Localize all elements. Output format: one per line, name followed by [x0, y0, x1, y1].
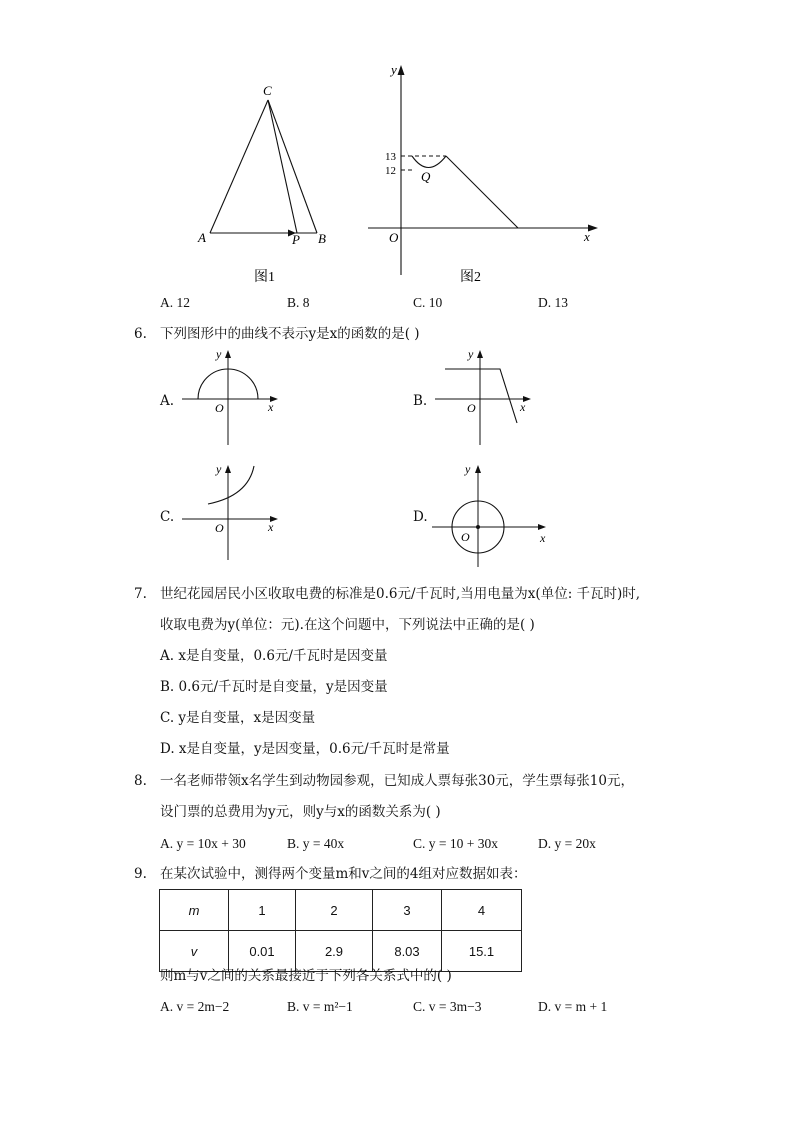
table-header-v: v — [160, 931, 229, 972]
svg-text:x: x — [520, 400, 526, 414]
q9-number: 9. — [134, 866, 147, 882]
tick-13: 13 — [385, 151, 396, 163]
q7-option-b[interactable]: B. 0.6元/千瓦时是自变量，y是因变量 — [160, 679, 388, 695]
label-p: P — [292, 232, 300, 247]
table-cell: 2 — [296, 890, 373, 931]
q5-option-c[interactable]: C. 10 — [413, 295, 443, 310]
q8-number: 8. — [134, 773, 147, 789]
figure-1-caption: 图1 — [254, 270, 275, 285]
svg-text:O: O — [467, 401, 476, 415]
arrow-up-icon — [225, 465, 231, 473]
q6-stem: 下列图形中的曲线不表示y是x的函数的是( ) — [160, 326, 420, 342]
decreasing-line — [446, 156, 518, 228]
q6-number: 6. — [134, 326, 147, 342]
table-cell: 2.9 — [296, 931, 373, 972]
y-axis-arrow-icon — [398, 65, 405, 75]
q7-option-d[interactable]: D. x是自变量，y是因变量，0.6元/千瓦时是常量 — [160, 741, 450, 757]
q6-option-d-label[interactable]: D. — [413, 509, 428, 525]
arrow-right-icon — [538, 524, 546, 530]
svg-text:x: x — [268, 520, 274, 534]
svg-text:y: y — [468, 347, 474, 361]
q9-option-d[interactable]: D. v = m + 1 — [538, 999, 608, 1014]
table-row-v — [160, 931, 522, 972]
q9-stem: 在某次试验中，测得两个变量m和v之间的4组对应数据如表： — [160, 866, 527, 882]
q7-stem-line-1: 世纪花园居民小区收取电费的标准是0.6元/千瓦时,当用电量为x(单位: 千瓦时)时, — [160, 586, 641, 602]
table-row-m — [160, 890, 522, 931]
table-cell: 1 — [229, 890, 296, 931]
q5-option-b[interactable]: B. 8 — [287, 295, 310, 310]
svg-text:O: O — [215, 401, 224, 415]
svg-text:y: y — [465, 462, 471, 476]
q6-graph-d[interactable] — [430, 455, 555, 570]
table-cell: 8.03 — [373, 931, 442, 972]
arrow-up-icon — [475, 465, 481, 473]
q8-stem-line-2: 设门票的总费用为y元，则y与x的函数关系为( ) — [160, 804, 441, 820]
curve-q — [412, 156, 446, 168]
tick-12: 12 — [385, 165, 396, 177]
segment-ca — [210, 100, 268, 233]
q6-option-b-label[interactable]: B. — [413, 393, 428, 409]
table-cell: 4 — [442, 890, 522, 931]
label-b: B — [318, 231, 326, 246]
q8-stem-line-1: 一名老师带领x名学生到动物园参观，已知成人票每张30元，学生票每张10元， — [160, 773, 634, 789]
figure-2-caption: 图2 — [460, 270, 481, 285]
svg-text:O: O — [215, 521, 224, 535]
q6-option-a-label[interactable]: A. — [160, 393, 175, 409]
axis-label-y: y — [391, 62, 397, 77]
table-cell: 15.1 — [442, 931, 522, 972]
q6-graph-b[interactable] — [430, 345, 540, 450]
table-cell: 3 — [373, 890, 442, 931]
q7-number: 7. — [134, 586, 147, 602]
figure-2-graph — [360, 55, 610, 290]
arrow-up-icon — [225, 350, 231, 358]
q8-option-b[interactable]: B. y = 40x — [287, 836, 345, 851]
svg-text:x: x — [268, 400, 274, 414]
q8-option-c[interactable]: C. y = 10 + 30x — [413, 836, 498, 851]
axis-label-x: x — [584, 229, 590, 244]
q7-option-c[interactable]: C. y是自变量，x是因变量 — [160, 710, 316, 726]
q6-option-c-label[interactable]: C. — [160, 509, 175, 525]
table-header-m: m — [160, 890, 229, 931]
piecewise-curve — [445, 369, 517, 423]
q9-data-table — [159, 889, 522, 972]
center-point — [476, 525, 480, 529]
arrow-up-icon — [477, 350, 483, 358]
increasing-curve — [208, 466, 254, 504]
q9-option-b[interactable]: B. v = m²−1 — [287, 999, 353, 1014]
q5-option-d[interactable]: D. 13 — [538, 295, 568, 310]
svg-text:x: x — [540, 531, 546, 545]
q9-option-a[interactable]: A. v = 2m−2 — [160, 999, 230, 1014]
q8-option-a[interactable]: A. y = 10x + 30 — [160, 836, 246, 851]
q9-option-c[interactable]: C. v = 3m−3 — [413, 999, 482, 1014]
label-c: C — [263, 83, 272, 98]
svg-text:y: y — [216, 462, 222, 476]
q6-graph-a[interactable] — [180, 345, 280, 450]
origin-label: O — [389, 230, 399, 245]
q6-graph-c[interactable] — [180, 458, 280, 563]
q7-option-a[interactable]: A. x是自变量，0.6元/千瓦时是因变量 — [160, 648, 388, 664]
table-cell: 0.01 — [229, 931, 296, 972]
label-a: A — [198, 230, 206, 245]
q9-question: 则m与v之间的关系最接近于下列各关系式中的( ) — [160, 968, 452, 984]
figure-1-triangle — [180, 75, 350, 285]
svg-text:O: O — [461, 530, 470, 544]
label-q: Q — [421, 169, 431, 184]
svg-text:y: y — [216, 347, 222, 361]
q7-stem-line-2: 收取电费为y(单位：元).在这个问题中，下列说法中正确的是( ) — [160, 617, 535, 633]
q5-option-a[interactable]: A. 12 — [160, 295, 190, 310]
q8-option-d[interactable]: D. y = 20x — [538, 836, 596, 851]
